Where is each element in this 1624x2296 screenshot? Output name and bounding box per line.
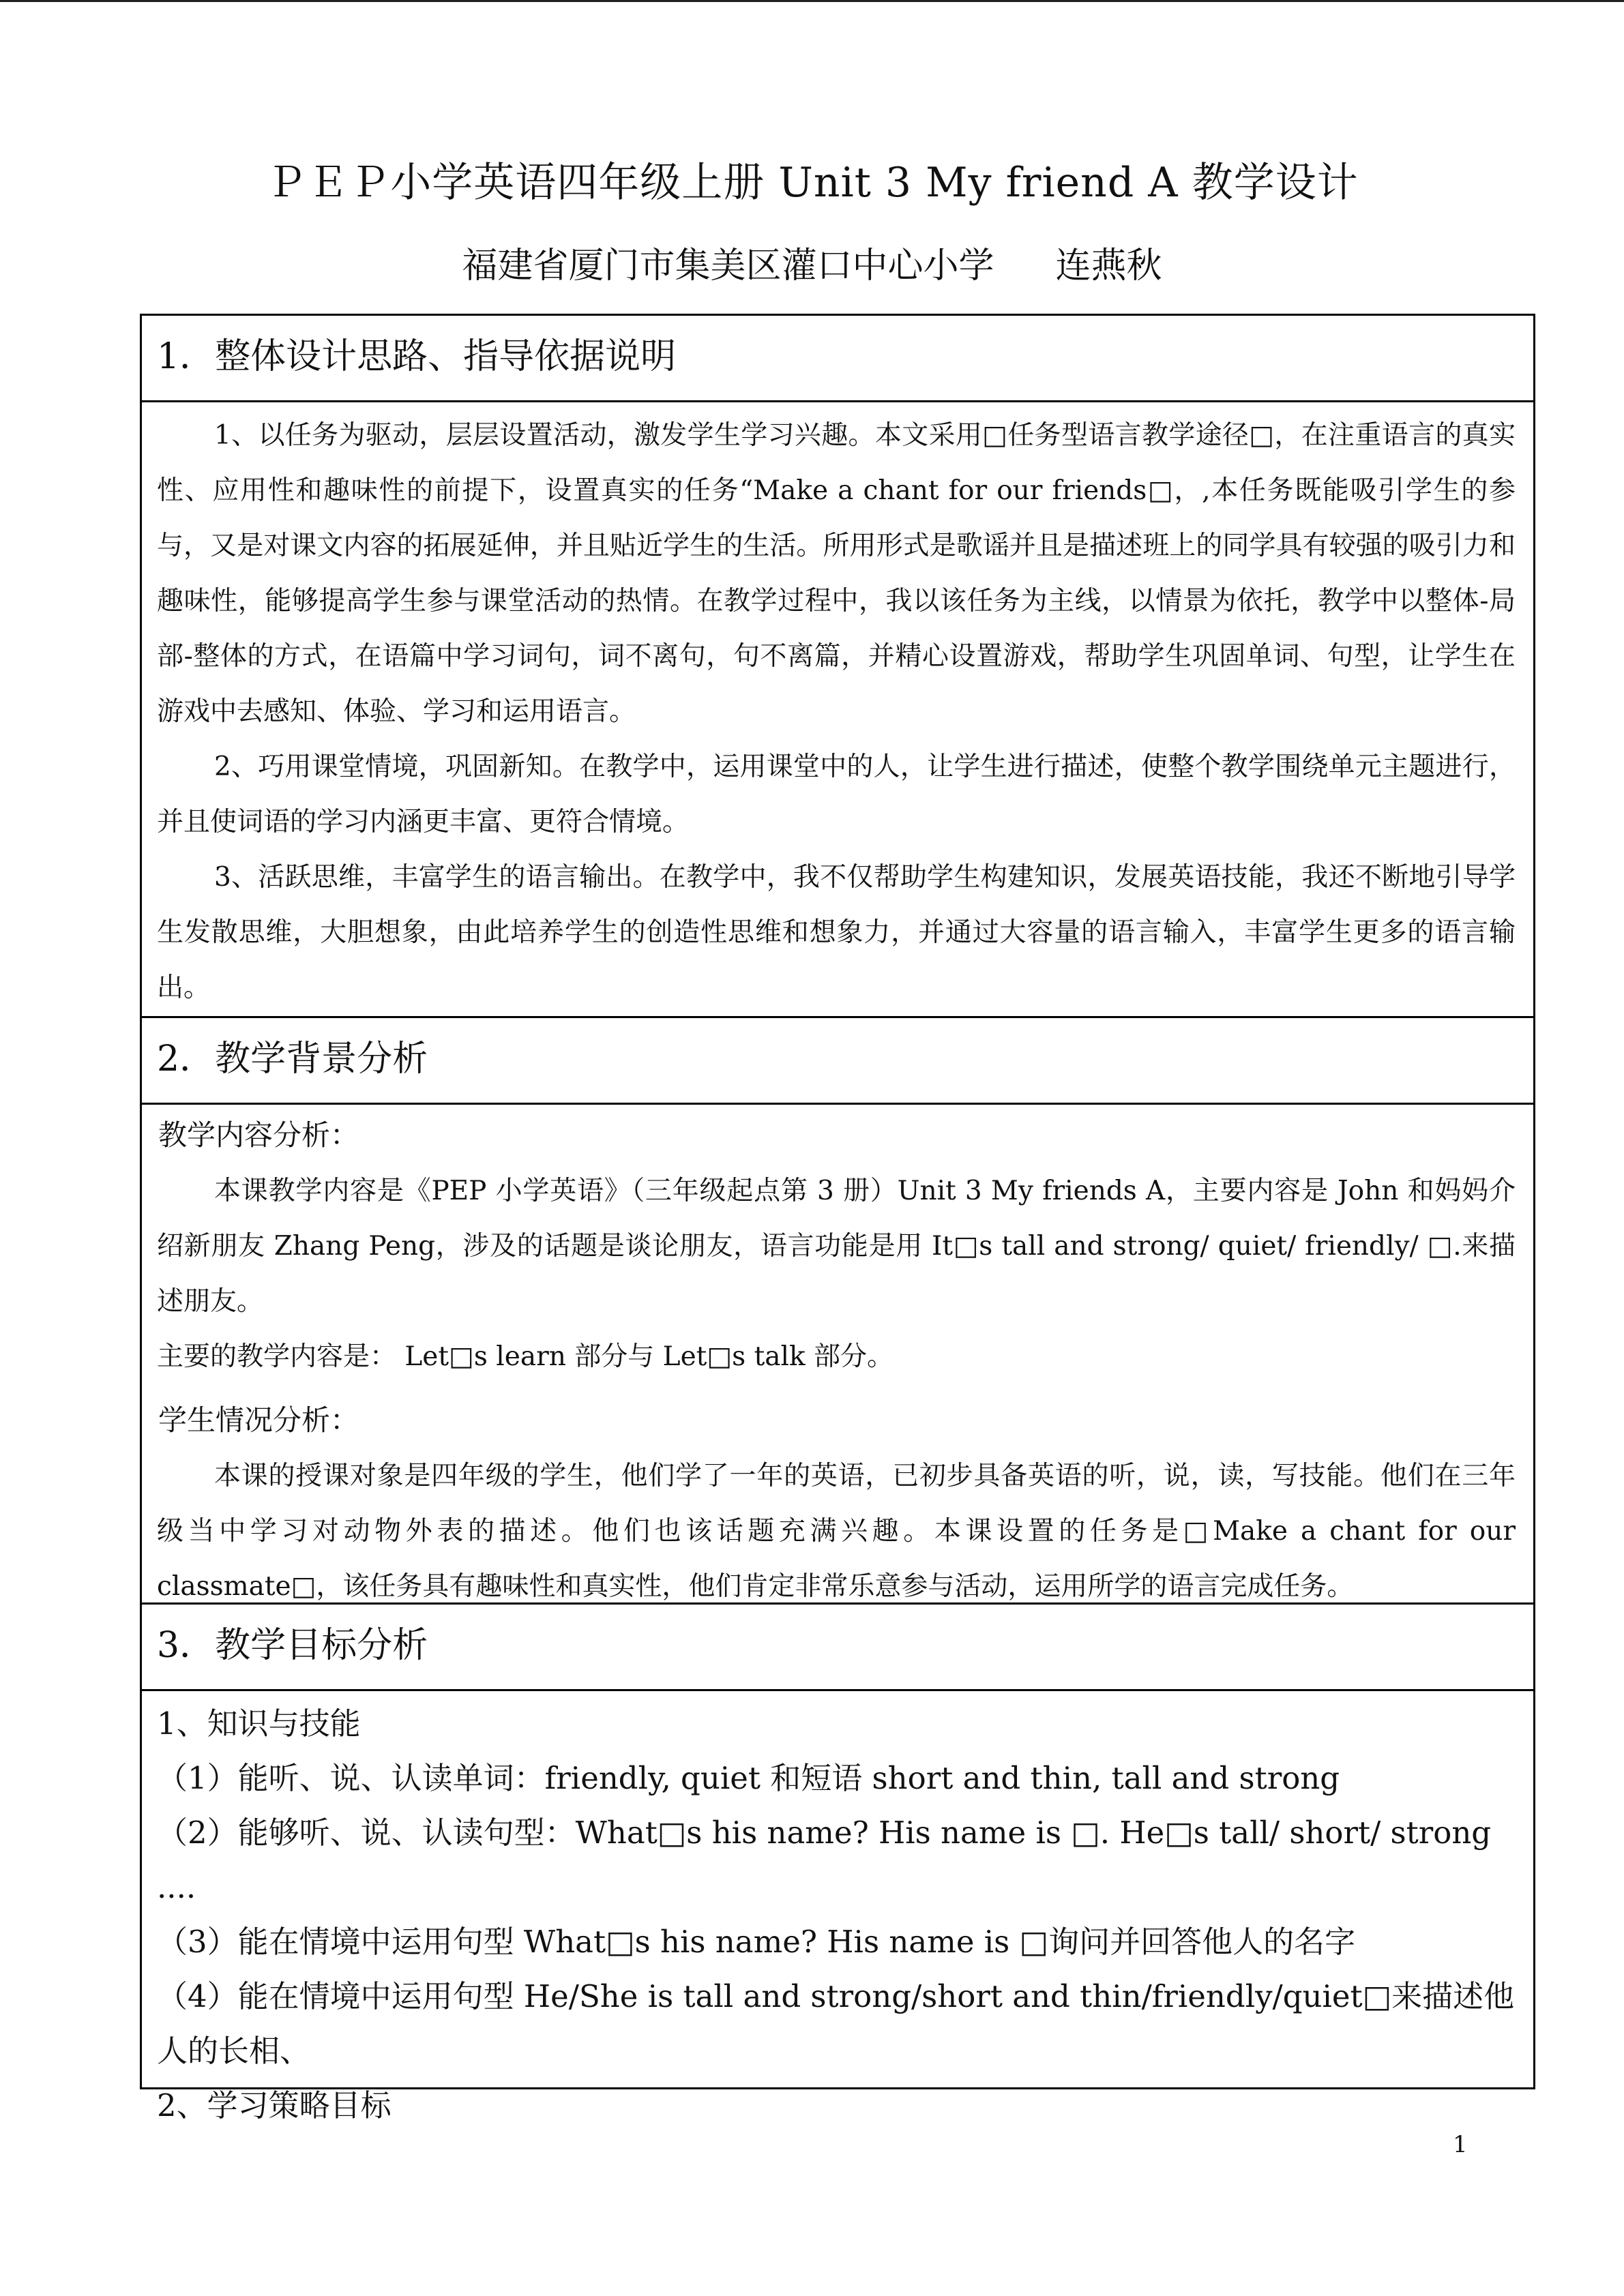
section-1-body [142,402,1533,1018]
author-line [0,239,1624,293]
section-3-body [142,1691,1533,2123]
student-analysis-paragraph: 本课的授课对象是四年级的学生，他们学了一年的英语，已初步具备英语的听，说，读，写技能。他们在三年级当中学习对动物外表的描述。他们也该话题充满兴趣。本课设置的任务是□Make a chant for our classmate□，该任务具有趣味性和真实性，他们肯定非常乐意参与活动，运用所学的语言完成任务。 [157,1461,1516,1602]
author-school: 福建省厦门市集美区灌口中心小学 [462,245,994,286]
content-analysis-title: 教学内容分析： [158,1118,359,1152]
document-title: ＰＥＰ小学英语四年级上册 Unit 3 My friend A 教学设计 [265,159,1359,207]
section-3-heading-text: 3．教学目标分析 [157,1625,428,1666]
section-2-heading [142,1018,1533,1105]
section-1-paragraph-3: 3、活跃思维，丰富学生的语言输出。在教学中，我不仅帮助学生构建知识，发展英语技能，我还不断地引导学生发散思维，大胆想象，由此培养学生的创造性思维和想象力，并通过大容量的语言输入，丰富学生更多的语言输出。 [157,862,1516,1003]
section-1-heading-text: 1．整体设计思路、指导依据说明 [157,336,677,377]
section-2-body [142,1105,1533,1605]
goal-item-1: （1）能听、说、认读单词：friendly, quiet 和短语 short and thin, tall and strong [157,1760,1340,1796]
section-3-heading [142,1605,1533,1691]
author-name: 连燕秋 [1055,245,1162,286]
goal-item-3: （3）能在情境中运用句型 What□s his name? His name is □询问并回答他人的名字 [157,1924,1356,1960]
section-2-heading-text: 2．教学背景分析 [157,1039,428,1079]
section-1-heading [142,316,1533,402]
page-number: 1 [1453,2131,1468,2158]
lesson-plan-table [140,314,1535,2123]
student-analysis-title: 学生情况分析： [158,1403,359,1437]
goal-knowledge-skills: 1、知识与技能 [157,1705,361,1742]
top-border [0,0,1624,2]
goal-item-2: （2）能够听、说、认读句型：What□s his name? His name is □. He□s tall/ short/ strong .... [157,1815,1492,1905]
goal-item-4: （4）能在情境中运用句型 He/She is tall and strong/short and thin/friendly/quiet□来描述他人的长相、 [157,1978,1515,2069]
content-analysis-paragraph: 本课教学内容是《PEP 小学英语》（三年级起点第 3 册）Unit 3 My friends A，主要内容是 John 和妈妈介绍新朋友 Zhang Peng，涉及的话题是谈论朋友，语言功能是用 It□s tall and strong/ quiet/ friendly/ □.来描述朋友。 [157,1176,1516,1317]
main-content-line: 主要的教学内容是： Let□s learn 部分与 Let□s talk 部分。 [157,1341,894,1372]
section-1-paragraph-2: 2、巧用课堂情境，巩固新知。在教学中，运用课堂中的人，让学生进行描述，使整个教学围绕单元主题进行，并且使词语的学习内涵更丰富、更符合情境。 [157,751,1516,837]
goal-learning-strategy: 2、学习策略目标 [157,2087,392,2123]
section-1-paragraph-1: 1、以任务为驱动，层层设置活动，激发学生学习兴趣。本文采用□任务型语言教学途径□，在注重语言的真实性、应用性和趣味性的前提下，设置真实的任务“Make a chant for our friends□，,本任务既能吸引学生的参与，又是对课文内容的拓展延伸，并且贴近学生的生活。所用形式是歌谣并且是描述班上的同学具有较强的吸引力和趣味性，能够提高学生参与课堂活动的热情。在教学过程中，我以该任务为主线，以情景为依托，教学中以整体-局部-整体的方式，在语篇中学习词句，词不离句，句不离篇，并精心设置游戏，帮助学生巩固单词、句型，让学生在游戏中去感知、体验、学习和运用语言。 [157,420,1516,727]
